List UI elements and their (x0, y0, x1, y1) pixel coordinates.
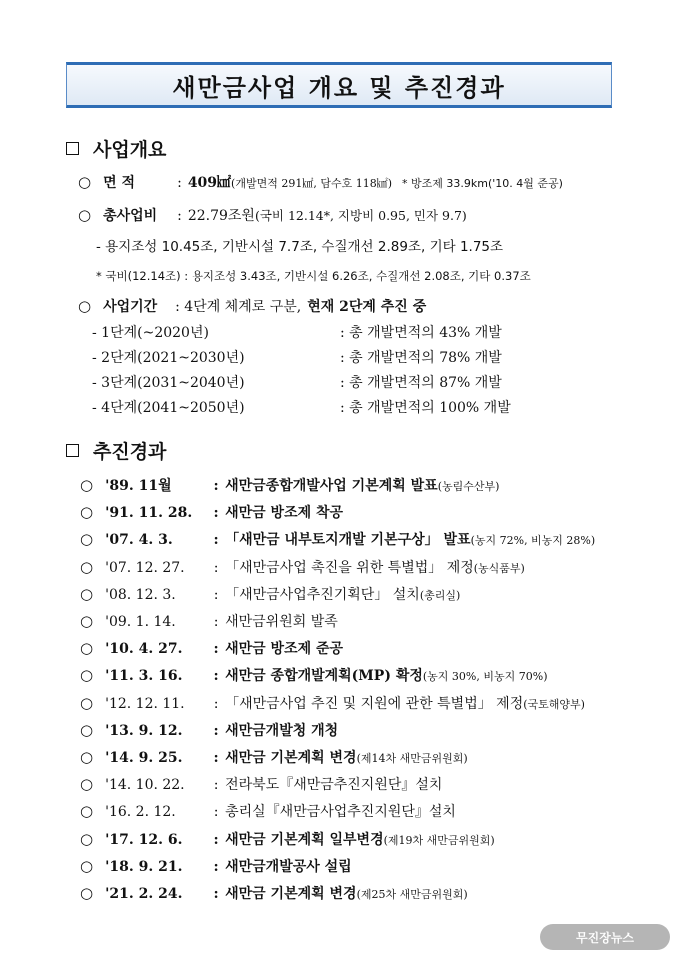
circle-bullet-icon: ○ (80, 829, 94, 848)
history-item (80, 502, 343, 522)
area-value: 409㎢ (187, 175, 232, 191)
history-extra: (제19차 새만금위원회) (383, 833, 495, 847)
area-label: 면 적 (103, 175, 136, 191)
history-date: '07. 4. 3. (105, 532, 173, 549)
history-colon: : (213, 586, 219, 603)
circle-bullet-icon: ○ (78, 173, 92, 191)
history-colon: : (213, 886, 219, 902)
history-extra: (국토해양부) (523, 697, 585, 711)
phase-1-name: - 1단계(~2020년) (92, 325, 209, 341)
history-date: '10. 4. 27. (105, 641, 183, 658)
watermark: 무진장뉴스 (540, 924, 670, 950)
phase-3-name: - 3단계(2031~2040년) (92, 375, 245, 391)
history-colon: : (213, 831, 219, 848)
history-date: '09. 1. 14. (105, 614, 176, 630)
history-date: '14. 10. 22. (105, 777, 185, 794)
checkbox-square-icon (66, 444, 79, 457)
history-colon: : (213, 695, 219, 712)
history-event: 「새만금사업추진기획단」 설치 (225, 586, 420, 603)
history-date: '14. 9. 25. (105, 750, 183, 766)
circle-bullet-icon: ○ (80, 720, 94, 739)
history-colon: : (213, 559, 219, 576)
history-item (80, 774, 442, 794)
history-colon: : (213, 722, 219, 739)
history-date: '17. 12. 6. (105, 831, 183, 848)
history-event: 새만금 종합개발계획(MP) 확정 (225, 668, 423, 685)
phase-3-desc: : 총 개발면적의 87% 개발 (340, 375, 502, 391)
cost-note: * 국비(12.14조) : 용지조성 3.43조, 기반시설 6.26조, 수질개선 2.08조, 기타 0.37조 (96, 269, 531, 283)
period-label: 사업기간 (103, 299, 158, 315)
history-colon: : (213, 505, 219, 522)
history-date: '18. 9. 21. (105, 858, 183, 875)
history-date: '91. 11. 28. (105, 505, 193, 522)
circle-bullet-icon: ○ (78, 297, 92, 315)
history-date: '16. 2. 12. (105, 804, 176, 821)
history-extra: (제14차 새만금위원회) (356, 752, 468, 765)
history-event: 새만금개발공사 설립 (225, 858, 352, 875)
history-colon: : (213, 532, 219, 549)
history-date: '07. 12. 27. (105, 559, 185, 576)
overview-heading: 사업개요 (66, 135, 166, 162)
history-event: 새만금 기본계획 변경 (225, 750, 357, 766)
history-event: 새만금 기본계획 일부변경 (225, 831, 384, 848)
history-item (80, 883, 468, 903)
period-text-b: 현재 2단계 추진 중 (307, 299, 427, 315)
circle-bullet-icon: ○ (80, 666, 94, 685)
history-date: '89. 11월 (105, 478, 172, 494)
history-item (80, 720, 338, 740)
phase-4-desc: : 총 개발면적의 100% 개발 (340, 400, 511, 416)
circle-bullet-icon: ○ (80, 884, 94, 902)
history-item (80, 801, 456, 821)
history-item (80, 638, 343, 658)
history-item (80, 856, 352, 876)
history-item (80, 665, 548, 685)
history-colon: : (213, 668, 219, 685)
cost-value: 22.79조원 (187, 208, 255, 224)
history-event: 새만금위원회 발족 (225, 614, 338, 630)
history-date: '12. 12. 11. (105, 695, 185, 712)
history-item (80, 611, 338, 631)
circle-bullet-icon: ○ (80, 530, 94, 549)
history-item (80, 747, 468, 767)
circle-bullet-icon: ○ (80, 612, 94, 630)
history-date: '11. 3. 16. (105, 668, 183, 685)
circle-bullet-icon: ○ (80, 584, 94, 603)
history-extra: (농지 72%, 비농지 28%) (470, 534, 596, 548)
history-event: 총리실『새만금사업추진지원단』설치 (225, 804, 456, 821)
circle-bullet-icon: ○ (80, 557, 94, 576)
history-colon: : (213, 478, 219, 494)
history-item (80, 529, 595, 549)
history-event: 전라북도『새만금추진지원단』설치 (225, 777, 443, 794)
history-event: 새만금 방조제 준공 (225, 641, 344, 658)
history-colon: : (213, 804, 219, 821)
cost-row: ○ 총사업비 : 22.79조원 (국비 12.14*, 지방비 0.95, 민자 9.7) (78, 206, 467, 224)
history-extra: (총리실) (419, 588, 461, 602)
history-date: '21. 2. 24. (105, 886, 183, 902)
history-item (80, 829, 495, 849)
history-extra: (농식품부) (473, 561, 525, 575)
history-event: 새만금개발청 개청 (225, 722, 339, 739)
history-colon: : (213, 750, 219, 766)
history-colon: : (213, 641, 219, 658)
circle-bullet-icon: ○ (78, 206, 92, 224)
history-colon: : (213, 777, 219, 794)
circle-bullet-icon: ○ (80, 503, 94, 522)
period-text-a: : 4단계 체계로 구분, (175, 299, 302, 315)
history-extra: (농림수산부) (437, 480, 500, 493)
history-item (80, 584, 460, 604)
period-row (78, 296, 426, 316)
history-event: 「새만금 내부토지개발 기본구상」 발표 (225, 532, 471, 549)
circle-bullet-icon: ○ (80, 748, 94, 766)
circle-bullet-icon: ○ (80, 856, 94, 875)
circle-bullet-icon: ○ (80, 775, 94, 794)
history-event: 새만금 방조제 착공 (225, 505, 344, 522)
history-event: 새만금 기본계획 변경 (225, 886, 357, 902)
history-item (80, 693, 585, 713)
history-item (80, 475, 499, 495)
title-box (66, 62, 612, 108)
phase-4-name: - 4단계(2041~2050년) (92, 400, 245, 416)
history-item (80, 557, 525, 577)
circle-bullet-icon: ○ (80, 693, 94, 712)
history-event: 「새만금사업 촉진을 위한 특별법」 제정 (225, 559, 474, 576)
phase-2-name: - 2단계(2021~2030년) (92, 350, 245, 366)
circle-bullet-icon: ○ (80, 802, 94, 821)
history-heading: 추진경과 (66, 437, 166, 464)
cost-breakdown: - 용지조성 10.45조, 기반시설 7.7조, 수질개선 2.89조, 기타 1.75조 (96, 239, 504, 255)
history-extra: (농지 30%, 비농지 70%) (422, 670, 548, 684)
phase-1-desc: : 총 개발면적의 43% 개발 (340, 325, 502, 341)
area-row: ○ 면 적 : 409㎢ (개발면적 291㎢, 담수호 118㎢) * 방조제 33.9km('10. 4월 준공) (78, 173, 563, 191)
checkbox-square-icon (66, 142, 79, 155)
history-date: '08. 12. 3. (105, 586, 176, 603)
history-colon: : (213, 614, 219, 630)
cost-detail: (국비 12.14*, 지방비 0.95, 민자 9.7) (254, 208, 467, 223)
area-detail: (개발면적 291㎢, 담수호 118㎢) (231, 177, 392, 190)
area-note: * 방조제 33.9km('10. 4월 준공) (402, 177, 563, 190)
history-extra: (제25차 새만금위원회) (356, 888, 468, 901)
history-date: '13. 9. 12. (105, 722, 183, 739)
circle-bullet-icon: ○ (80, 476, 94, 494)
phase-2-desc: : 총 개발면적의 78% 개발 (340, 350, 502, 366)
history-colon: : (213, 858, 219, 875)
history-event: 새만금종합개발사업 기본계획 발표 (225, 478, 438, 494)
page-title: 새만금사업 개요 및 추진경과 (172, 73, 506, 102)
cost-label: 총사업비 (103, 208, 158, 224)
history-event: 「새만금사업 추진 및 지원에 관한 특별법」 제정 (225, 695, 524, 712)
circle-bullet-icon: ○ (80, 639, 94, 658)
